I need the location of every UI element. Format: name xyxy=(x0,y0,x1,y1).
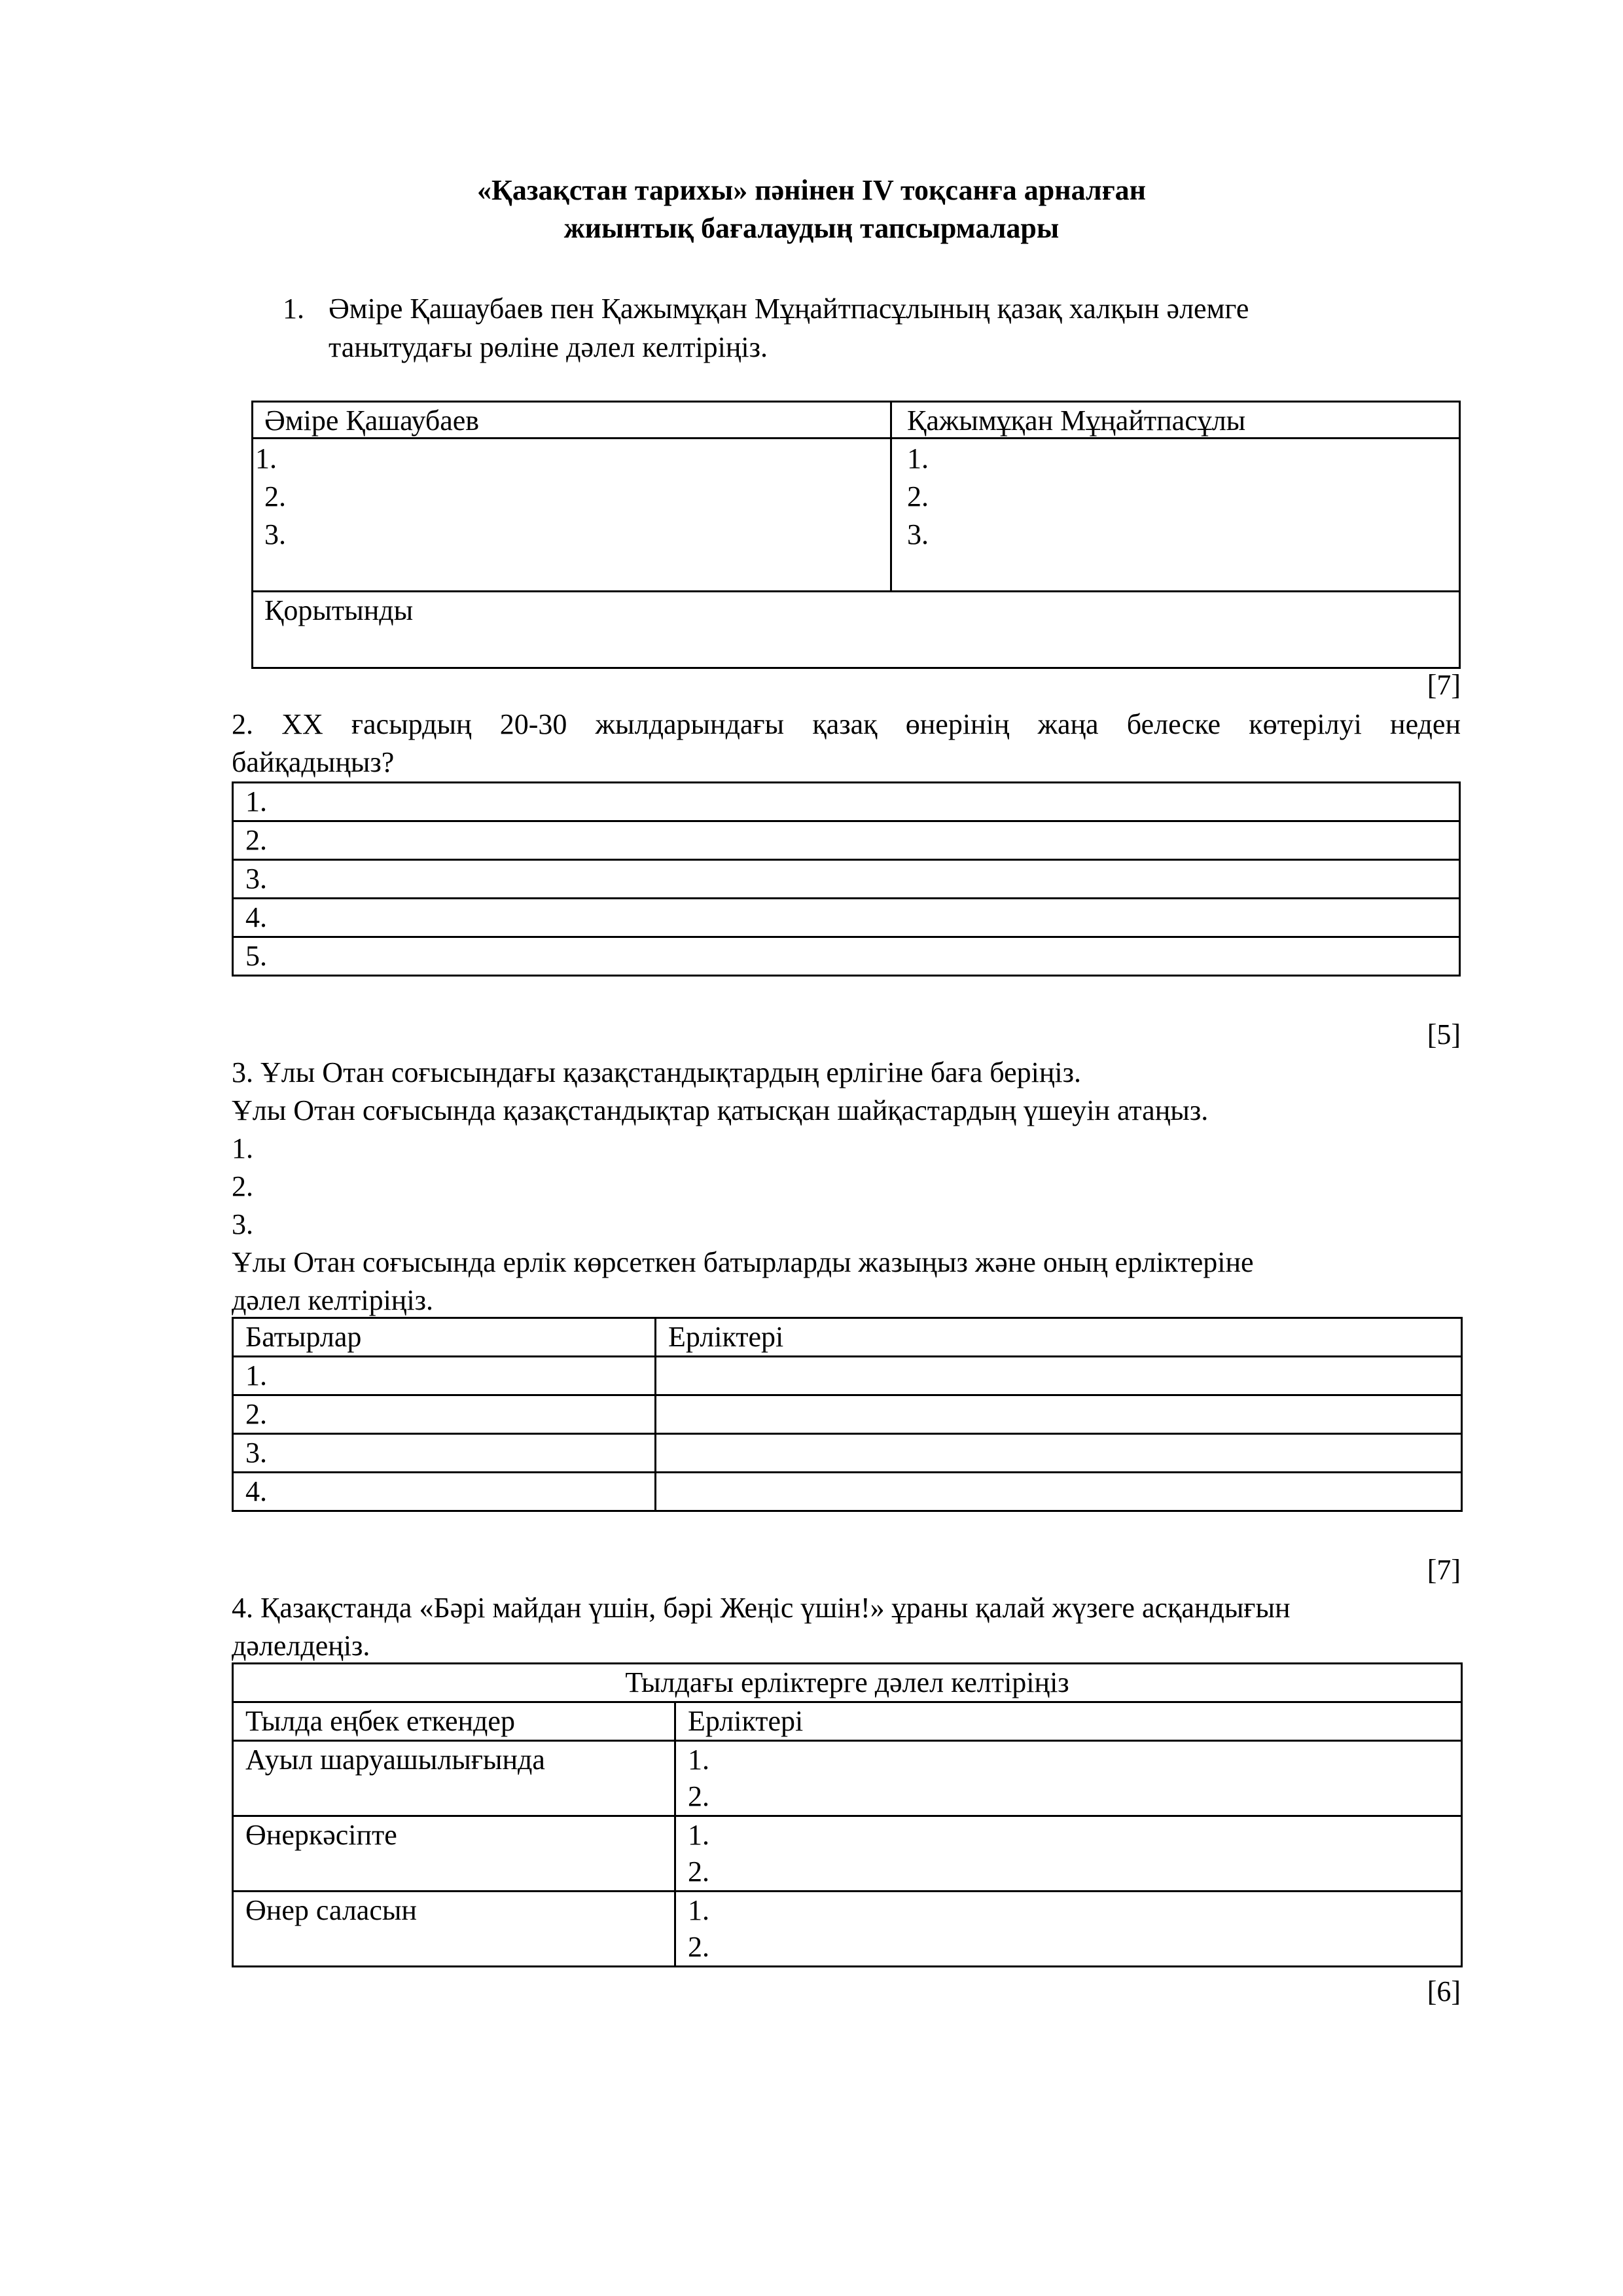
q4-score: [6] xyxy=(1427,1975,1461,2007)
q3-row-label: 1. xyxy=(233,1357,656,1395)
q1-col1-item: 3. xyxy=(264,518,286,550)
q1-col2-item: 2. xyxy=(907,480,929,512)
q2-text-line2: байқадыңыз? xyxy=(232,746,395,778)
q3-score: [7] xyxy=(1427,1554,1461,1586)
q4-row-item: 2. xyxy=(688,1931,709,1963)
page-subtitle: жиынтық бағалаудың тапсырмалары xyxy=(563,212,1060,244)
q1-col2-item: 1. xyxy=(907,442,929,475)
q1-col1-header: Әміре Қашаубаев xyxy=(264,404,480,437)
q1-score: [7] xyxy=(1427,669,1461,701)
q3-col2-header: Ерліктері xyxy=(656,1318,1462,1357)
page-title: «Қазақстан тарихы» пәнінен IV тоқсанға арналған xyxy=(476,174,1147,206)
q4-row-item: 1. xyxy=(688,1894,709,1926)
q3-text-line4: дәлел келтіріңіз. xyxy=(232,1284,433,1316)
q4-row-label: Өнеркәсіпте xyxy=(233,1816,675,1892)
q4-row-cell xyxy=(675,1741,1462,1816)
q3-row-label: 4. xyxy=(233,1473,656,1511)
q4-col1-header: Тылда еңбек еткендер xyxy=(233,1702,675,1741)
q2-row: 1. xyxy=(233,783,1460,821)
q1-text-line1: Әміре Қашаубаев пен Қажымұқан Мұңайтпасұлының қазақ халқын әлемге xyxy=(329,293,1249,325)
q2-row: 3. xyxy=(233,860,1460,899)
q1-column-divider xyxy=(890,401,892,592)
q4-row-item: 2. xyxy=(688,1856,709,1888)
q4-row-cell xyxy=(675,1892,1462,1967)
q3-row-label: 3. xyxy=(233,1434,656,1473)
q4-col2-header: Ерліктері xyxy=(675,1702,1462,1741)
q3-row-cell xyxy=(656,1395,1462,1434)
q3-text-line1: 3. Ұлы Отан соғысындағы қазақстандықтардың ерлігіне баға беріңіз. xyxy=(232,1056,1081,1088)
q4-row-label: Өнер саласын xyxy=(233,1892,675,1967)
q4-table xyxy=(232,1662,1463,1967)
q3-row-cell xyxy=(656,1473,1462,1511)
q3-item: 2. xyxy=(232,1170,253,1202)
q1-col2-header: Қажымұқан Мұңайтпасұлы xyxy=(907,404,1246,437)
q4-text-line2: дәлелдеңіз. xyxy=(232,1630,370,1662)
q3-col1-header: Батырлар xyxy=(233,1318,656,1357)
q1-text-line2: танытудағы рөліне дәлел келтіріңіз. xyxy=(329,331,768,363)
q3-table xyxy=(232,1317,1463,1512)
q1-conclusion-label: Қорытынды xyxy=(264,594,414,626)
q4-table-title: Тылдағы ерліктерге дәлел келтіріңіз xyxy=(233,1664,1462,1702)
q3-item: 1. xyxy=(232,1132,253,1164)
q2-score: [5] xyxy=(1427,1018,1461,1050)
q3-text-line3: Ұлы Отан соғысында ерлік көрсеткен батырларды жазыңыз және оның ерліктеріне xyxy=(232,1246,1254,1278)
q4-row-item: 2. xyxy=(688,1780,709,1812)
q1-col2-item: 3. xyxy=(907,518,929,550)
q4-row-cell xyxy=(675,1816,1462,1892)
q3-item: 3. xyxy=(232,1208,253,1240)
q3-row-label: 2. xyxy=(233,1395,656,1434)
q4-row-item: 1. xyxy=(688,1819,709,1851)
q4-row-label: Ауыл шаруашылығында xyxy=(233,1741,675,1816)
q4-row-item: 1. xyxy=(688,1744,709,1776)
q2-table xyxy=(232,781,1461,977)
q3-row-cell xyxy=(656,1434,1462,1473)
q2-row: 2. xyxy=(233,821,1460,860)
q4-text-line1: 4. Қазақстанда «Бәрі майдан үшін, бәрі Жеңіс үшін!» ұраны қалай жүзеге асқандығын xyxy=(232,1592,1291,1624)
q3-row-cell xyxy=(656,1357,1462,1395)
q1-conclusion-divider xyxy=(251,590,1461,592)
q1-col1-item: 1. xyxy=(255,442,277,475)
q1-table-outer xyxy=(251,401,1461,669)
q2-row: 4. xyxy=(233,899,1460,937)
q2-text-line1: 2. XX ғасырдың 20-30 жылдарындағы қазақ өнерінің жаңа белеске көтерілуі неден xyxy=(232,708,1461,740)
q2-row: 5. xyxy=(233,937,1460,976)
q1-col1-item: 2. xyxy=(264,480,286,512)
q1-number: 1. xyxy=(283,293,304,325)
q3-text-line2: Ұлы Отан соғысында қазақстандықтар қатысқан шайқастардың үшеуін атаңыз. xyxy=(232,1094,1209,1126)
